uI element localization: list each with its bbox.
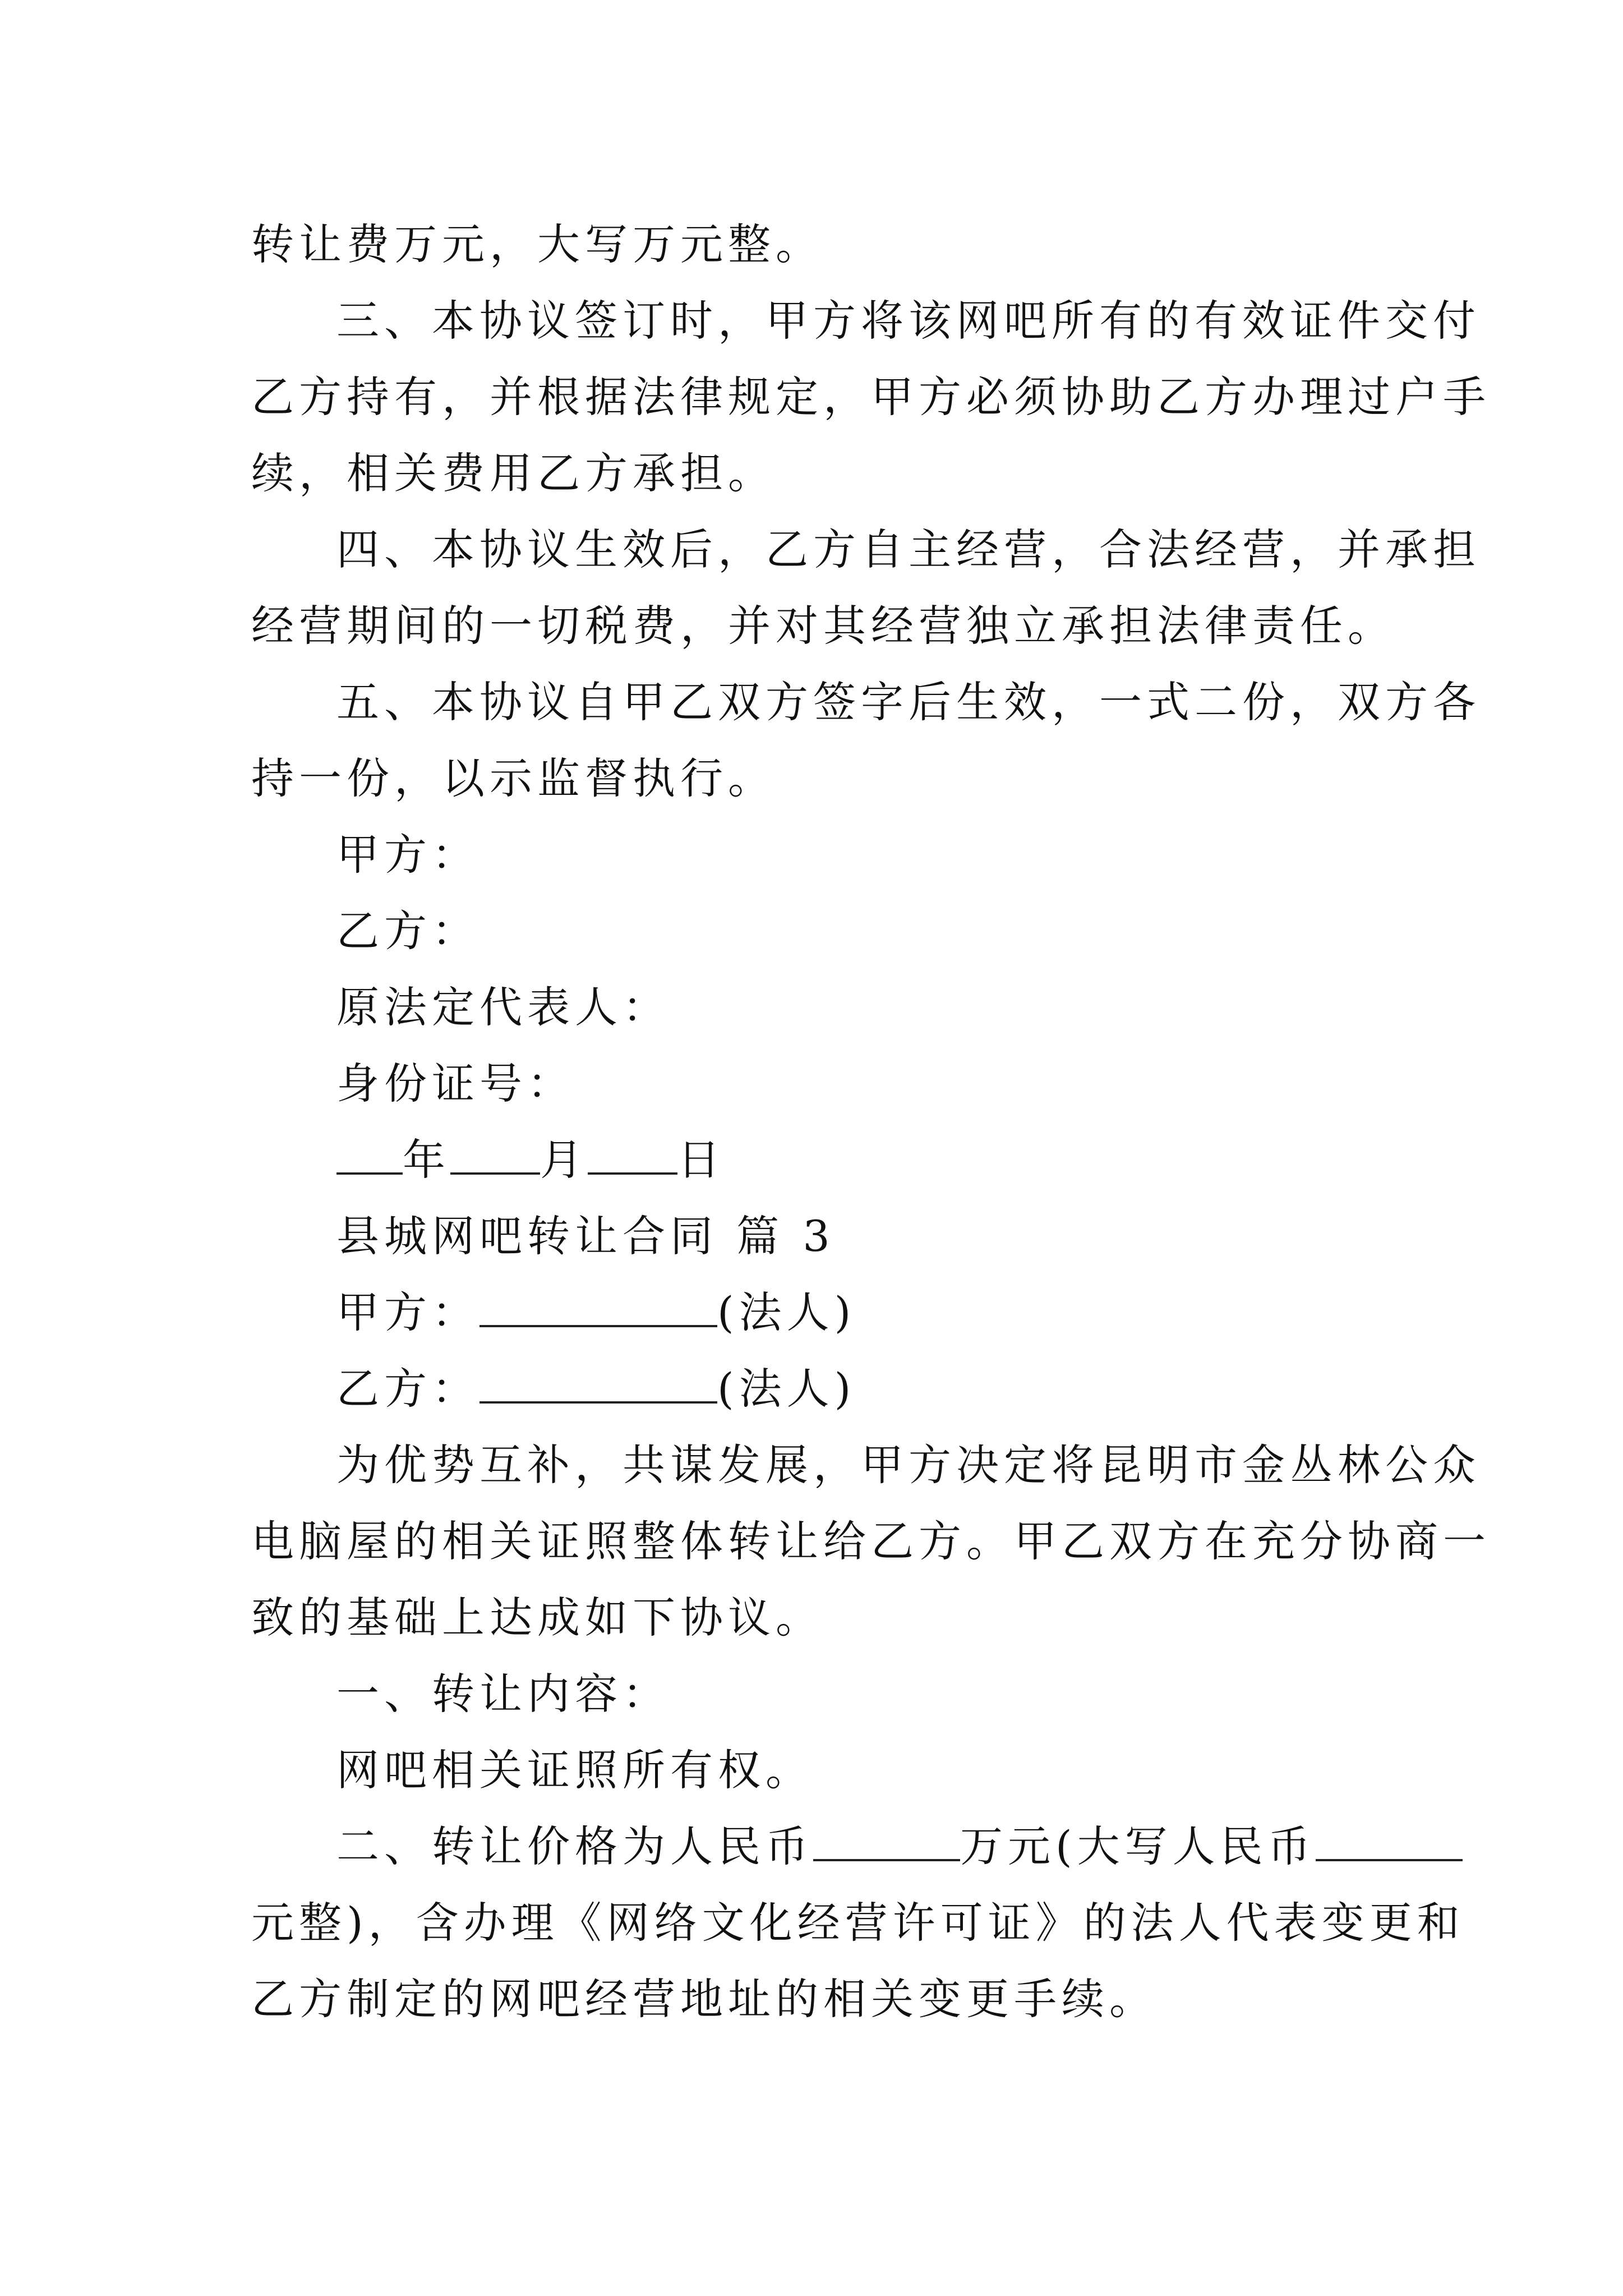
party-b-suffix: (法人) — [717, 1364, 856, 1414]
transfer-content-text: 网吧相关证照所有权。 — [336, 1745, 813, 1795]
transfer-content-heading: 一、转让内容： — [336, 1669, 670, 1719]
date-line — [251, 1122, 1390, 1198]
party-b-blank — [479, 1362, 717, 1404]
month-label: 月 — [540, 1135, 588, 1185]
section-title: 县城网吧转让合同 篇 3 — [336, 1211, 835, 1261]
party-a-suffix: (法人) — [717, 1287, 856, 1337]
party-b-label: 乙方： — [336, 906, 479, 956]
transfer-price-line — [251, 1809, 1390, 1885]
price-text-a: 二、转让价格为人民币 — [336, 1821, 813, 1871]
paragraph-line: 乙方持有，并根据法律规定，甲方必须协助乙方办理过户手 — [251, 372, 1491, 422]
paragraph-line: 持一份，以示监督执行。 — [251, 753, 776, 803]
price-words-blank — [1316, 1820, 1463, 1861]
price-text-b: 万元(大写人民币 — [960, 1821, 1316, 1871]
year-label: 年 — [403, 1135, 450, 1185]
legal-representative-label: 原法定代表人： — [336, 982, 670, 1032]
party-a-line — [251, 1274, 1390, 1351]
party-b-label: 乙方： — [336, 1364, 479, 1414]
paragraph-line: 经营期间的一切税费，并对其经营独立承担法律责任。 — [251, 601, 1395, 651]
clause-four-line: 四、本协议生效后，乙方自主经营，合法经营，并承担 — [336, 524, 1481, 574]
id-number-label: 身份证号： — [336, 1059, 575, 1108]
party-a-blank — [479, 1286, 717, 1327]
paragraph-line: 元整)，含办理《网络文化经营许可证》的法人代表变更和 — [251, 1898, 1465, 1948]
preamble-line: 为优势互补，共谋发展，甲方决定将昆明市金丛林公众 — [336, 1440, 1481, 1490]
party-a-label: 甲方： — [336, 1287, 479, 1337]
month-blank — [450, 1133, 540, 1175]
day-label: 日 — [677, 1135, 725, 1185]
paragraph-line: 致的基础上达成如下协议。 — [251, 1593, 823, 1642]
day-blank — [588, 1133, 677, 1175]
price-blank — [813, 1820, 960, 1861]
clause-five-line: 五、本协议自甲乙双方签字后生效，一式二份，双方各 — [336, 677, 1481, 727]
paragraph-line: 转让费万元，大写万元整。 — [251, 219, 823, 269]
paragraph-line: 电脑屋的相关证照整体转让给乙方。甲乙双方在充分协商一 — [251, 1516, 1491, 1566]
year-blank — [336, 1133, 403, 1175]
paragraph-line: 续，相关费用乙方承担。 — [251, 448, 776, 498]
party-a-label: 甲方： — [336, 830, 479, 880]
party-b-line — [251, 1351, 1390, 1427]
clause-three-line: 三、本协议签订时，甲方将该网吧所有的有效证件交付 — [336, 296, 1481, 346]
paragraph-line: 乙方制定的网吧经营地址的相关变更手续。 — [251, 1974, 1157, 2024]
document-page — [251, 206, 1491, 2037]
